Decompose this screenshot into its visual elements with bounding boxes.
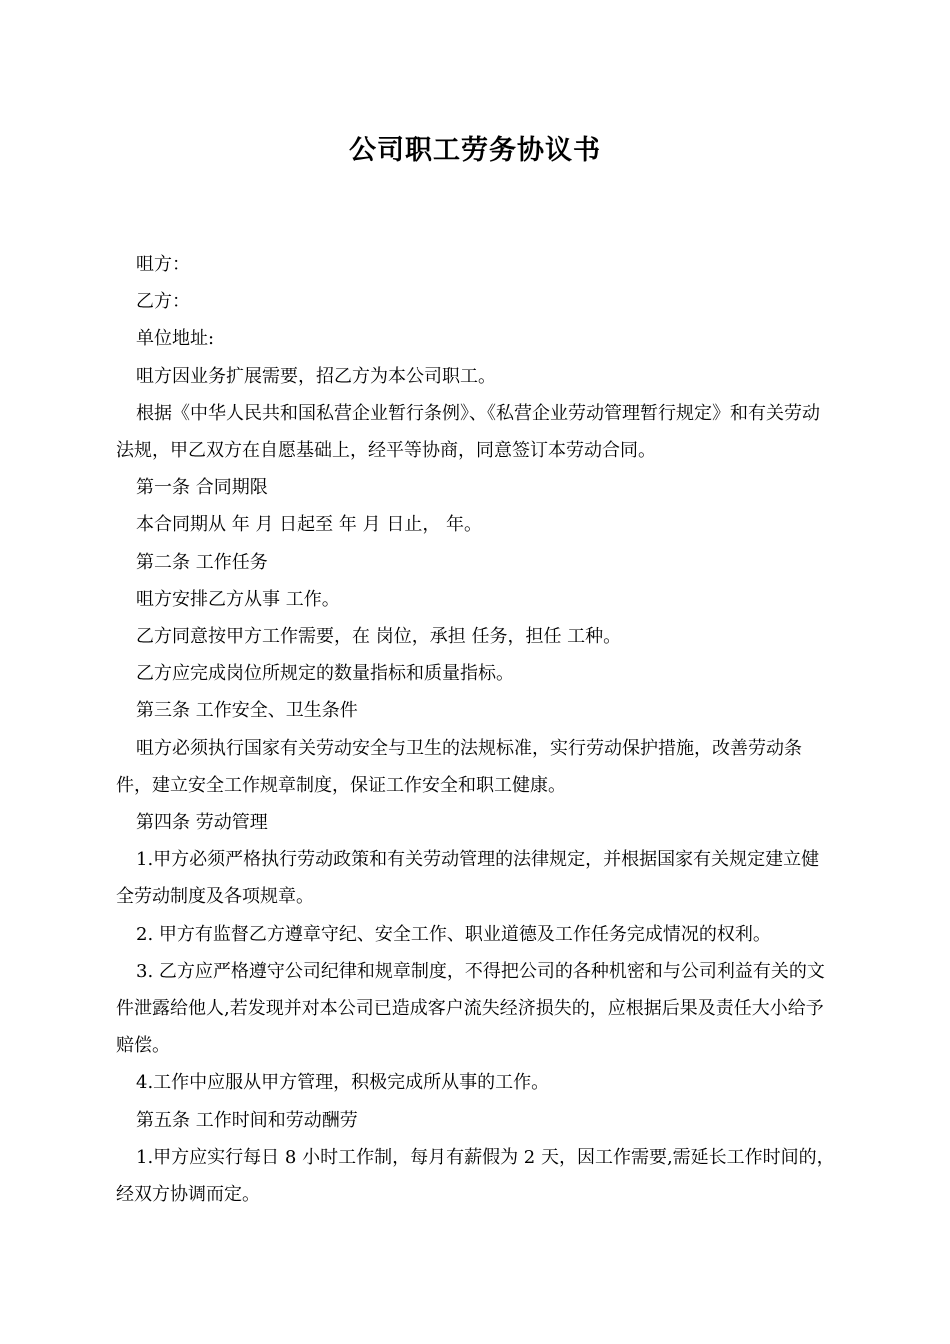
address-line: 单位地址:: [136, 328, 215, 350]
paragraph: 乙方应完成岗位所规定的数量指标和质量指标。: [136, 663, 514, 685]
paragraph: 本合同期从 年 月 日起至 年 月 日止， 年。: [136, 514, 483, 536]
paragraph: 咀方安排乙方从事 工作。: [136, 588, 340, 610]
list-item: 1.甲方必须严格执行劳动政策和有关劳动管理的法律规定，并根据国家有关规定建立健全劳动制度及各项规章。: [116, 849, 820, 908]
article-heading: 第四条 劳动管理: [136, 812, 268, 834]
paragraph: 根据《中华人民共和国私营企业暂行条例》、《私营企业劳动管理暂行规定》和有关劳动法规，甲乙双方在自愿基础上，经平等协商，同意签订本劳动合同。: [116, 402, 820, 462]
list-item: 3. 乙方应严格遵守公司纪律和规章制度，不得把公司的各种机密和与公司利益有关的文件泄露给他人,若发现并对本公司已造成客户流失经济损失的，应根据后果及责任大小给予赔偿。: [116, 960, 825, 1057]
party-b-line: 乙方：: [136, 291, 190, 313]
document-body: [116, 246, 836, 1213]
document-title: 公司职工劳务协议书: [349, 135, 601, 166]
paragraph: 咀方必须执行国家有关劳动安全与卫生的法规标准，实行劳动保护措施，改善劳动条件，建立安全工作规章制度，保证工作安全和职工健康。: [116, 737, 802, 796]
article-heading: 第五条 工作时间和劳动酬劳: [136, 1109, 358, 1131]
list-item: 2. 甲方有监督乙方遵章守纪、安全工作、职业道德及工作任务完成情况的权利。: [136, 923, 771, 945]
list-item: 1.甲方应实行每日 8 小时工作制，每月有薪假为 2 天，因工作需要,需延长工作时间的，经双方协调而定。: [116, 1146, 835, 1206]
party-a-line: 咀方：: [136, 254, 190, 275]
article-heading: 第三条 工作安全、卫生条件: [136, 700, 358, 722]
paragraph: 乙方同意按甲方工作需要，在 岗位，承担 任务，担任 工种。: [136, 626, 622, 648]
article-heading: 第一条 合同期限: [136, 477, 268, 499]
article-heading: 第二条 工作任务: [136, 551, 268, 573]
list-item: 4.工作中应服从甲方管理，积极完成所从事的工作。: [136, 1072, 550, 1094]
paragraph: 咀方因业务扩展需要，招乙方为本公司职工。: [136, 365, 496, 387]
